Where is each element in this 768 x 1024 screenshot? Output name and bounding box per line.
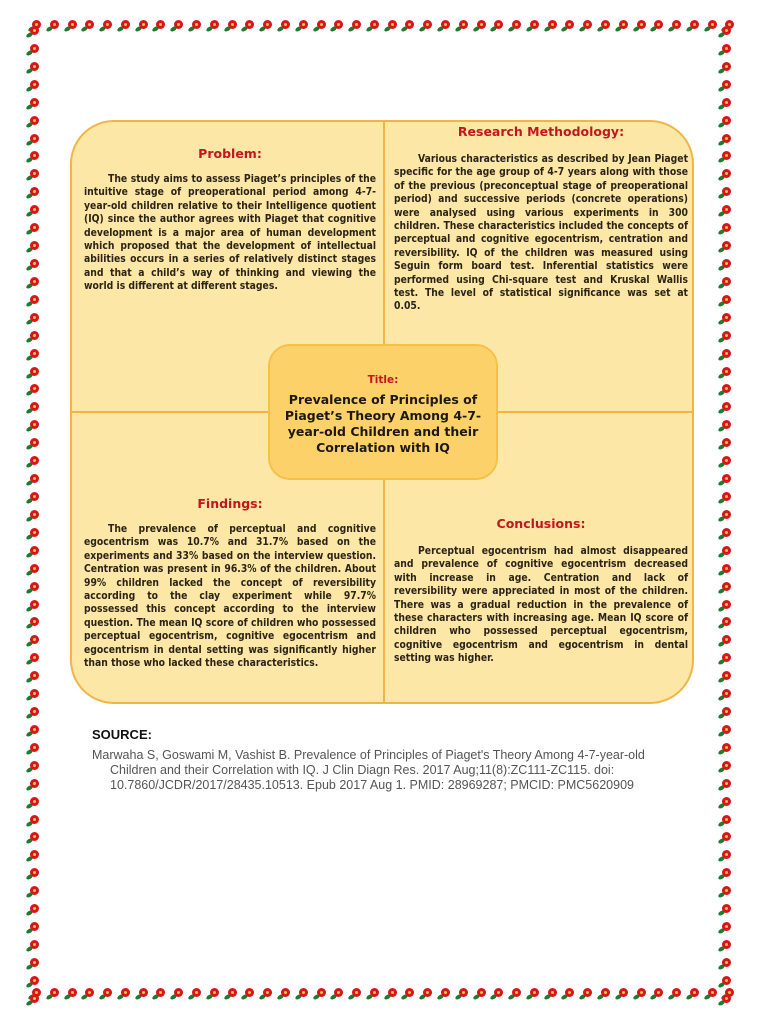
red-flower-icon: [28, 293, 42, 307]
red-flower-icon: [66, 986, 80, 1000]
methodology-heading: Research Methodology:: [457, 124, 625, 139]
red-flower-icon: [652, 986, 666, 1000]
red-flower-icon: [208, 18, 222, 32]
red-flower-icon: [28, 149, 42, 163]
red-flower-icon: [28, 60, 42, 74]
red-flower-icon: [28, 938, 42, 952]
red-flower-icon: [226, 986, 240, 1000]
red-flower-icon: [28, 400, 42, 414]
red-flower-icon: [457, 986, 471, 1000]
red-flower-icon: [720, 293, 734, 307]
red-flower-icon: [439, 986, 453, 1000]
red-flower-icon: [28, 311, 42, 325]
red-flower-icon: [297, 986, 311, 1000]
red-flower-icon: [720, 149, 734, 163]
title-box: [268, 344, 498, 480]
red-flower-icon: [28, 866, 42, 880]
red-flower-icon: [720, 723, 734, 737]
red-flower-icon: [119, 18, 133, 32]
red-flower-icon: [332, 18, 346, 32]
red-flower-icon: [720, 347, 734, 361]
red-flower-icon: [28, 382, 42, 396]
red-flower-icon: [688, 986, 702, 1000]
red-flower-icon: [28, 436, 42, 450]
red-flower-icon: [154, 18, 168, 32]
red-flower-icon: [28, 221, 42, 235]
red-flower-icon: [720, 454, 734, 468]
red-flower-icon: [28, 185, 42, 199]
red-flower-icon: [28, 365, 42, 379]
red-flower-icon: [28, 24, 42, 38]
red-flower-icon: [28, 598, 42, 612]
red-flower-icon: [119, 986, 133, 1000]
red-flower-icon: [720, 257, 734, 271]
findings-heading: Findings:: [197, 496, 263, 511]
red-flower-icon: [28, 974, 42, 988]
red-flower-icon: [28, 42, 42, 56]
red-flower-icon: [720, 938, 734, 952]
red-flower-icon: [617, 18, 631, 32]
red-flower-icon: [720, 400, 734, 414]
red-flower-icon: [28, 956, 42, 970]
red-flower-icon: [720, 848, 734, 862]
red-flower-icon: [190, 18, 204, 32]
red-flower-icon: [279, 986, 293, 1000]
red-flower-icon: [28, 884, 42, 898]
red-flower-icon: [720, 633, 734, 647]
red-flower-icon: [720, 167, 734, 181]
red-flower-icon: [720, 992, 734, 1006]
red-flower-icon: [261, 18, 275, 32]
red-flower-icon: [332, 986, 346, 1000]
red-flower-icon: [386, 986, 400, 1000]
red-flower-icon: [581, 986, 595, 1000]
red-flower-icon: [243, 18, 257, 32]
red-flower-icon: [720, 956, 734, 970]
red-flower-icon: [563, 18, 577, 32]
red-flower-icon: [154, 986, 168, 1000]
red-flower-icon: [421, 18, 435, 32]
red-flower-icon: [635, 986, 649, 1000]
source-citation: Marwaha S, Goswami M, Vashist B. Prevalence of Principles of Piaget's Theory Among 4-7-year-old Children and their Correlation with IQ. J Clin Diagn Res. 2017 Aug;11(8):ZC111-ZC115. doi: 10.7860/JCDR/2017/28435.10513. Epub 2017 Aug 1. PMID: 28969287; PMCID: PMC5620909: [92, 748, 645, 792]
red-flower-icon: [720, 365, 734, 379]
red-flower-icon: [66, 18, 80, 32]
red-flower-icon: [172, 986, 186, 1000]
red-flower-icon: [720, 813, 734, 827]
red-flower-icon: [546, 18, 560, 32]
red-flower-icon: [706, 18, 720, 32]
red-flower-icon: [28, 239, 42, 253]
red-flower-icon: [688, 18, 702, 32]
red-flower-icon: [599, 986, 613, 1000]
red-flower-icon: [28, 633, 42, 647]
red-flower-icon: [28, 813, 42, 827]
red-flower-icon: [28, 705, 42, 719]
red-flower-icon: [720, 526, 734, 540]
red-flower-icon: [28, 167, 42, 181]
red-flower-icon: [720, 329, 734, 343]
red-flower-icon: [101, 986, 115, 1000]
red-flower-icon: [720, 78, 734, 92]
red-flower-icon: [28, 848, 42, 862]
red-flower-icon: [28, 669, 42, 683]
red-flower-icon: [368, 986, 382, 1000]
red-flower-icon: [28, 920, 42, 934]
findings-section: [84, 496, 376, 670]
red-flower-icon: [599, 18, 613, 32]
red-flower-icon: [528, 986, 542, 1000]
red-flower-icon: [720, 777, 734, 791]
red-flower-icon: [28, 830, 42, 844]
red-flower-icon: [720, 418, 734, 432]
red-flower-icon: [137, 986, 151, 1000]
flower-border-bottom: [30, 986, 738, 1012]
red-flower-icon: [28, 741, 42, 755]
red-flower-icon: [510, 18, 524, 32]
red-flower-icon: [28, 615, 42, 629]
red-flower-icon: [28, 114, 42, 128]
red-flower-icon: [208, 986, 222, 1000]
red-flower-icon: [439, 18, 453, 32]
red-flower-icon: [315, 986, 329, 1000]
red-flower-icon: [28, 203, 42, 217]
red-flower-icon: [137, 18, 151, 32]
red-flower-icon: [720, 884, 734, 898]
red-flower-icon: [28, 454, 42, 468]
red-flower-icon: [652, 18, 666, 32]
title-label: Title:: [367, 374, 399, 386]
red-flower-icon: [28, 132, 42, 146]
red-flower-icon: [720, 472, 734, 486]
red-flower-icon: [720, 221, 734, 235]
red-flower-icon: [720, 60, 734, 74]
red-flower-icon: [720, 687, 734, 701]
red-flower-icon: [720, 974, 734, 988]
red-flower-icon: [403, 986, 417, 1000]
red-flower-icon: [475, 986, 489, 1000]
red-flower-icon: [720, 669, 734, 683]
red-flower-icon: [706, 986, 720, 1000]
red-flower-icon: [720, 185, 734, 199]
red-flower-icon: [28, 275, 42, 289]
red-flower-icon: [720, 114, 734, 128]
red-flower-icon: [350, 18, 364, 32]
title-text: Prevalence of Principles of Piaget’s Theory Among 4-7-year-old Children and their Correlation with IQ: [284, 392, 482, 455]
red-flower-icon: [403, 18, 417, 32]
flower-border-top: [30, 18, 738, 44]
red-flower-icon: [28, 472, 42, 486]
red-flower-icon: [720, 580, 734, 594]
red-flower-icon: [101, 18, 115, 32]
red-flower-icon: [720, 544, 734, 558]
red-flower-icon: [492, 18, 506, 32]
red-flower-icon: [28, 78, 42, 92]
red-flower-icon: [368, 18, 382, 32]
problem-heading: Problem:: [198, 146, 262, 161]
red-flower-icon: [563, 986, 577, 1000]
red-flower-icon: [720, 830, 734, 844]
red-flower-icon: [720, 902, 734, 916]
red-flower-icon: [720, 311, 734, 325]
red-flower-icon: [720, 920, 734, 934]
red-flower-icon: [243, 986, 257, 1000]
red-flower-icon: [28, 759, 42, 773]
findings-text: The prevalence of perceptual and cognitive egocentrism was 10.7% and 31.7% based on the experiments and 33% based on the interview question. Centration was present in 96.3% of the children. About 99% children lacked the concept of reversibility according to the clay experiment while 97.7% possessed this concept according to the interview question. The mean IQ score of children who possessed perceptual egocentrism, cognitive egocentrism and egocentrism in dental setting was significantly higher than those who lacked these characteristics.: [84, 523, 376, 670]
source-label: SOURCE:: [92, 727, 152, 742]
red-flower-icon: [720, 96, 734, 110]
red-flower-icon: [172, 18, 186, 32]
red-flower-icon: [28, 96, 42, 110]
red-flower-icon: [457, 18, 471, 32]
red-flower-icon: [720, 598, 734, 612]
red-flower-icon: [28, 580, 42, 594]
red-flower-icon: [635, 18, 649, 32]
red-flower-icon: [28, 257, 42, 271]
red-flower-icon: [581, 18, 595, 32]
red-flower-icon: [421, 986, 435, 1000]
red-flower-icon: [261, 986, 275, 1000]
red-flower-icon: [510, 986, 524, 1000]
red-flower-icon: [28, 508, 42, 522]
red-flower-icon: [28, 347, 42, 361]
red-flower-icon: [28, 544, 42, 558]
red-flower-icon: [297, 18, 311, 32]
red-flower-icon: [720, 741, 734, 755]
red-flower-icon: [83, 18, 97, 32]
red-flower-icon: [28, 902, 42, 916]
red-flower-icon: [28, 526, 42, 540]
red-flower-icon: [720, 795, 734, 809]
red-flower-icon: [28, 329, 42, 343]
red-flower-icon: [720, 508, 734, 522]
conclusions-heading: Conclusions:: [496, 516, 586, 531]
red-flower-icon: [720, 705, 734, 719]
red-flower-icon: [350, 986, 364, 1000]
red-flower-icon: [28, 651, 42, 665]
red-flower-icon: [190, 986, 204, 1000]
red-flower-icon: [226, 18, 240, 32]
red-flower-icon: [28, 777, 42, 791]
red-flower-icon: [528, 18, 542, 32]
red-flower-icon: [720, 382, 734, 396]
red-flower-icon: [720, 866, 734, 880]
red-flower-icon: [720, 615, 734, 629]
red-flower-icon: [617, 986, 631, 1000]
red-flower-icon: [475, 18, 489, 32]
red-flower-icon: [83, 986, 97, 1000]
red-flower-icon: [279, 18, 293, 32]
red-flower-icon: [720, 759, 734, 773]
red-flower-icon: [720, 42, 734, 56]
red-flower-icon: [720, 275, 734, 289]
red-flower-icon: [670, 18, 684, 32]
red-flower-icon: [386, 18, 400, 32]
problem-text: The study aims to assess Piaget’s principles of the intuitive stage of preoperational period among 4-7-year-old children relative to their Intelligence quotient (IQ) since the author agrees with Piaget that cognitive development is a major area of human development which proposed that the development of intellectual abilities occurs in a series of relatively distinct stages and that a child’s way of thinking and viewing the world is different at different stages.: [84, 173, 376, 293]
red-flower-icon: [546, 986, 560, 1000]
red-flower-icon: [720, 132, 734, 146]
red-flower-icon: [670, 986, 684, 1000]
red-flower-icon: [720, 24, 734, 38]
red-flower-icon: [28, 992, 42, 1006]
problem-section: [84, 146, 376, 294]
red-flower-icon: [28, 687, 42, 701]
red-flower-icon: [28, 723, 42, 737]
red-flower-icon: [720, 562, 734, 576]
red-flower-icon: [28, 562, 42, 576]
conclusions-section: [394, 516, 688, 666]
methodology-text: Various characteristics as described by Jean Piaget specific for the age group of 4-7 years along with those of the previous (preconceptual stage of preoperational period) and successive periods (concrete operations) were analysed using various experiments in 300 children. These characteristics included the concepts of perceptual and cognitive egocentrism, centration and reversibility. IQ of the children was measured using Seguin form board test. Inferential statistics were performed using Chi-square test and Kruskal Wallis test. The level of statistical significance was set at 0.05.: [394, 153, 688, 313]
flower-border-right: [720, 24, 746, 1006]
red-flower-icon: [28, 795, 42, 809]
red-flower-icon: [28, 418, 42, 432]
red-flower-icon: [720, 203, 734, 217]
red-flower-icon: [720, 239, 734, 253]
red-flower-icon: [720, 436, 734, 450]
conclusions-text: Perceptual egocentrism had almost disappeared and prevalence of cognitive egocentrism decreased with increase in age. Centration and lack of reversibility were appreciated in most of the children. There was a gradual reduction in the prevalence of these characters with increasing age. Mean IQ score of children who possessed perceptual egocentrism, cognitive egocentrism and egocentrism in dental setting was higher.: [394, 545, 688, 665]
flower-border-left: [28, 24, 54, 1006]
methodology-section: [394, 124, 688, 314]
red-flower-icon: [720, 490, 734, 504]
red-flower-icon: [28, 490, 42, 504]
red-flower-icon: [492, 986, 506, 1000]
red-flower-icon: [720, 651, 734, 665]
red-flower-icon: [315, 18, 329, 32]
